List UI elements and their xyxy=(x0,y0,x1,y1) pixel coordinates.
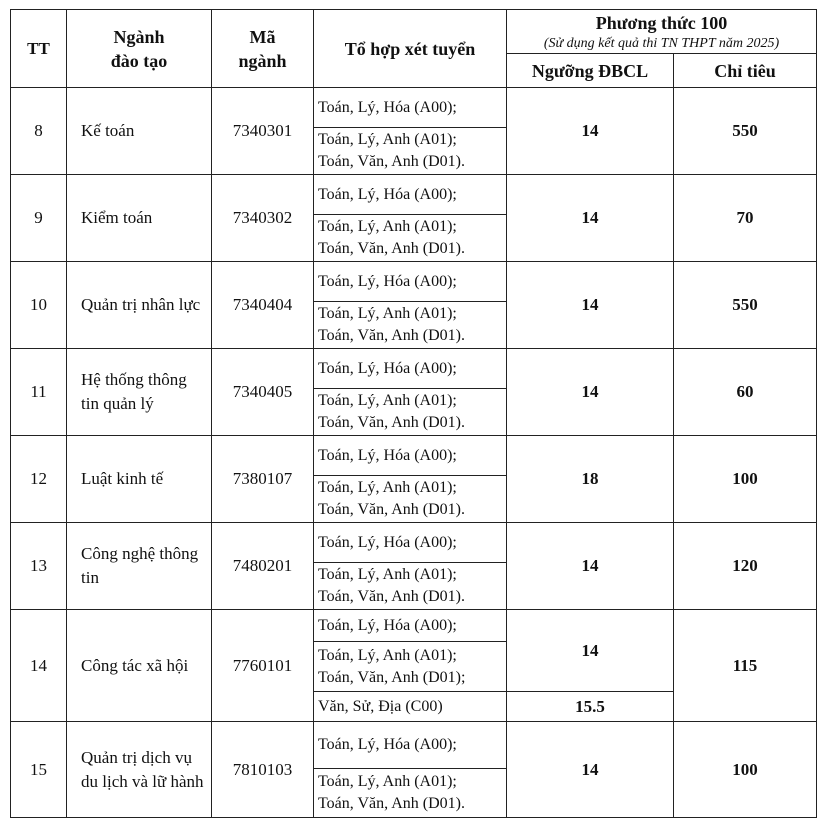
cell-quota: 550 xyxy=(674,262,817,349)
cell-major-name: Hệ thống thông tin quản lý xyxy=(67,349,212,436)
cell-tt: 11 xyxy=(11,349,67,436)
admission-table-wrapper xyxy=(10,9,817,818)
cell-quota: 100 xyxy=(674,722,817,818)
table-row-14 xyxy=(11,610,817,642)
table-row xyxy=(11,523,817,563)
cell-combo-a01-d01 xyxy=(314,769,507,818)
cell-quota: 550 xyxy=(674,88,817,175)
header-method-title: Phương thức 100 xyxy=(595,12,728,33)
table-body xyxy=(11,88,817,818)
combo-line-a01: Toán, Lý, Anh (A01); xyxy=(318,566,457,583)
cell-tt: 13 xyxy=(11,523,67,610)
cell-combo-a01-d01 xyxy=(314,476,507,523)
combo-line-d01: Toán, Văn, Anh (D01); xyxy=(318,668,466,686)
cell-combo-a01-d01 xyxy=(314,128,507,175)
combo-line-a01: Toán, Lý, Anh (A01); xyxy=(318,305,457,322)
table-row xyxy=(11,349,817,389)
table-row xyxy=(11,262,817,302)
cell-major-name: Luật kinh tế xyxy=(67,436,212,523)
table-row-15 xyxy=(11,722,817,769)
table-row xyxy=(11,88,817,128)
combo-line-d01: Toán, Văn, Anh (D01). xyxy=(318,501,466,518)
cell-combo-a00: Toán, Lý, Hóa (A00); xyxy=(314,436,507,476)
combo-line-d01: Toán, Văn, Anh (D01). xyxy=(318,327,466,344)
combo-line-a01: Toán, Lý, Anh (A01); xyxy=(318,479,457,496)
header-major-code-line2: ngành xyxy=(238,50,287,71)
cell-combo-a00: Toán, Lý, Hóa (A00); xyxy=(314,262,507,302)
cell-combo-a01-d01 xyxy=(314,215,507,262)
cell-combo-a00: Toán, Lý, Hóa (A00); xyxy=(314,722,507,769)
combo-line-a01: Toán, Lý, Anh (A01); xyxy=(318,773,457,790)
header-major-name-line2: đào tạo xyxy=(110,50,168,71)
header-major-name xyxy=(67,10,212,88)
header-method xyxy=(507,10,817,54)
header-major-code-line1: Mã xyxy=(249,26,276,47)
cell-combo-a00: Toán, Lý, Hóa (A00); xyxy=(314,175,507,215)
cell-threshold: 14 xyxy=(507,262,674,349)
cell-major-name: Kiểm toán xyxy=(67,175,212,262)
header-method-subtitle: (Sử dụng kết quả thi TN THPT năm 2025) xyxy=(543,35,780,51)
cell-major-code: 7810103 xyxy=(212,722,314,818)
combo-line-d01: Toán, Văn, Anh (D01). xyxy=(318,153,466,170)
cell-tt: 9 xyxy=(11,175,67,262)
cell-threshold-a: 14 xyxy=(507,610,674,692)
cell-quota: 70 xyxy=(674,175,817,262)
cell-major-name: Kế toán xyxy=(67,88,212,175)
header-major-name-line1: Ngành xyxy=(113,26,165,47)
cell-threshold: 14 xyxy=(507,523,674,610)
cell-tt: 15 xyxy=(11,722,67,818)
cell-major-code: 7340301 xyxy=(212,88,314,175)
cell-threshold: 14 xyxy=(507,349,674,436)
cell-combo-a01-d01 xyxy=(314,563,507,610)
cell-threshold: 18 xyxy=(507,436,674,523)
combo-line-a01: Toán, Lý, Anh (A01); xyxy=(318,131,457,148)
cell-combo-a01-d01 xyxy=(314,642,507,692)
cell-major-name: Quản trị nhân lực xyxy=(67,262,212,349)
table-row xyxy=(11,175,817,215)
cell-major-code: 7340404 xyxy=(212,262,314,349)
header-quota: Chỉ tiêu xyxy=(674,54,817,88)
table-row xyxy=(11,436,817,476)
cell-combo-a01-d01 xyxy=(314,389,507,436)
cell-combo-a01-d01 xyxy=(314,302,507,349)
cell-combo-a00: Toán, Lý, Hóa (A00); xyxy=(314,610,507,642)
cell-tt: 8 xyxy=(11,88,67,175)
cell-major-code: 7380107 xyxy=(212,436,314,523)
cell-threshold: 14 xyxy=(507,722,674,818)
cell-combo-a00: Toán, Lý, Hóa (A00); xyxy=(314,523,507,563)
combo-line-d01: Toán, Văn, Anh (D01). xyxy=(318,240,466,257)
admission-table xyxy=(10,9,817,818)
cell-quota: 100 xyxy=(674,436,817,523)
cell-major-name: Quản trị dịch vụ du lịch và lữ hành xyxy=(67,722,212,818)
cell-threshold: 14 xyxy=(507,175,674,262)
cell-threshold: 14 xyxy=(507,88,674,175)
header-row-1 xyxy=(11,10,817,54)
combo-line-d01: Toán, Văn, Anh (D01). xyxy=(318,414,466,431)
cell-major-code: 7480201 xyxy=(212,523,314,610)
combo-line-a01: Toán, Lý, Anh (A01); xyxy=(318,218,457,235)
header-combo: Tổ hợp xét tuyển xyxy=(314,10,507,88)
cell-major-name: Công nghệ thông tin xyxy=(67,523,212,610)
cell-tt: 10 xyxy=(11,262,67,349)
cell-threshold-b: 15.5 xyxy=(507,692,674,722)
header-tt: TT xyxy=(11,10,67,88)
header-major-code xyxy=(212,10,314,88)
cell-quota: 60 xyxy=(674,349,817,436)
cell-major-code: 7340302 xyxy=(212,175,314,262)
cell-major-code: 7760101 xyxy=(212,610,314,722)
cell-quota: 115 xyxy=(674,610,817,722)
combo-line-d01: Toán, Văn, Anh (D01). xyxy=(318,795,466,812)
cell-combo-c00: Văn, Sử, Địa (C00) xyxy=(314,692,507,722)
combo-line-d01: Toán, Văn, Anh (D01). xyxy=(318,588,466,605)
combo-line-a01: Toán, Lý, Anh (A01); xyxy=(318,392,457,409)
cell-quota: 120 xyxy=(674,523,817,610)
combo-line-a01: Toán, Lý, Anh (A01); xyxy=(318,646,457,664)
cell-tt: 12 xyxy=(11,436,67,523)
cell-combo-a00: Toán, Lý, Hóa (A00); xyxy=(314,88,507,128)
cell-major-code: 7340405 xyxy=(212,349,314,436)
cell-tt: 14 xyxy=(11,610,67,722)
header-threshold: Ngưỡng ĐBCL xyxy=(507,54,674,88)
cell-major-name: Công tác xã hội xyxy=(67,610,212,722)
cell-combo-a00: Toán, Lý, Hóa (A00); xyxy=(314,349,507,389)
